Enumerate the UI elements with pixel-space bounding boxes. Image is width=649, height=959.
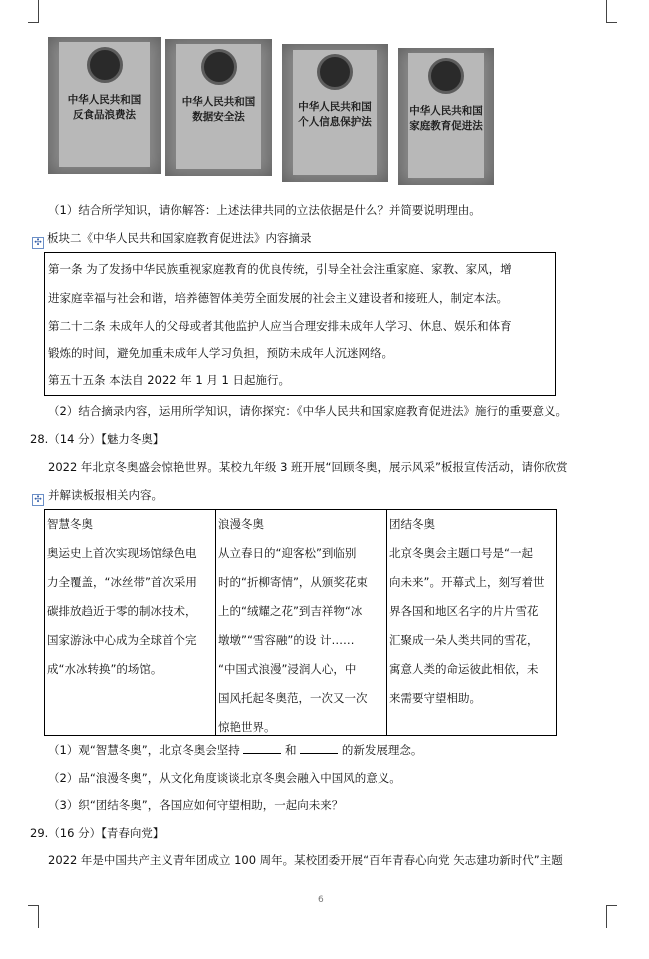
q28-sub1: （1）观“智慧冬奥”，北京冬奥会坚持 和 的新发展理念。 [48, 743, 423, 757]
crop-mark-top-right [606, 0, 617, 23]
crop-mark-top-left [28, 0, 39, 23]
cell-line: 从立春日的“迎客松”到临别 [218, 546, 357, 560]
table-cell-unity [389, 510, 554, 713]
law-book-photo [48, 37, 161, 174]
crop-mark-bottom-right [606, 905, 617, 928]
table-cell-romantic [218, 510, 384, 742]
cell-line: 碳排放趋近于零的制冰技术， [47, 604, 197, 618]
q29-intro: 2022 年是中国共产主义青年团成立 100 周年。某校团委开展“百年青春心向党 矢志建功新时代”主题 [48, 853, 563, 867]
column-heading: 智慧冬奥 [47, 517, 93, 531]
cell-line: 来需要守望相助。 [389, 691, 481, 705]
excerpt-line: 第二十二条 未成年人的父母或者其他监护人应当合理安排未成年人学习、休息、娱乐和体育 [48, 319, 512, 333]
cell-line: 国家游泳中心成为全球首个完 [47, 633, 197, 647]
cell-line: 汇聚成一朵人类共同的雪花， [389, 633, 539, 647]
q29-header: 29.（16 分）【青春向党】 [30, 826, 165, 840]
law-book-title: 中华人民共和国 家庭教育促进法 [409, 105, 483, 132]
cell-line: 界各国和地区名字的片片雪花 [389, 604, 539, 618]
law-book-photo [282, 44, 388, 182]
answer-blank[interactable] [300, 743, 338, 754]
law-book-photo [165, 39, 272, 176]
national-emblem-icon [201, 49, 237, 85]
q28-sub3: （3）织“团结冬奥”，各国应如何守望相助，一起向未来？ [48, 798, 344, 812]
cell-line: 向未来”。开幕式上，刻写着世 [389, 575, 545, 589]
table-move-icon[interactable]: ✣ [32, 237, 44, 249]
national-emblem-icon [317, 54, 353, 90]
cell-line: 上的“绒耀之花”到吉祥物“冰 [218, 604, 363, 618]
winter-olympics-board-table [44, 509, 557, 736]
q28-intro-line: 2022 年北京冬奥盛会惊艳世界。某校九年级 3 班开展“回顾冬奥，展示风采”板报宣传活动，请你欣赏 [48, 460, 568, 474]
cell-line: 奥运史上首次实现场馆绿色电 [47, 546, 197, 560]
cell-line: 成“水冰转换”的场馆。 [47, 662, 163, 676]
q28-sub2: （2）品“浪漫冬奥”，从文化角度谈谈北京冬奥会融入中国风的意义。 [48, 771, 401, 785]
law-excerpt-box [44, 252, 556, 396]
excerpt-line: 进家庭幸福与社会和谐，培养德智体美劳全面发展的社会主义建设者和接班人，制定本法。 [48, 291, 508, 305]
national-emblem-icon [87, 47, 123, 83]
law-book-title: 中华人民共和国 个人信息保护法 [298, 101, 372, 128]
crop-mark-bottom-left [28, 905, 39, 928]
excerpt-line: 锻炼的时间，避免加重未成年人学习负担，预防未成年人沉迷网络。 [48, 346, 393, 360]
q28-intro-line: 并解读板报相关内容。 [48, 488, 163, 502]
law-book-title: 中华人民共和国 数据安全法 [181, 96, 256, 123]
q28-header: 28.（14 分）【魅力冬奥】 [30, 432, 165, 446]
page-number: 6 [318, 895, 324, 905]
cell-line: 墩墩”“雪容融”的设 计…… [218, 633, 355, 647]
column-heading: 团结冬奥 [389, 517, 435, 531]
cell-line: 国风托起冬奥范，一次又一次 [218, 691, 368, 705]
column-heading: 浪漫冬奥 [218, 517, 264, 531]
answer-blank[interactable] [243, 743, 281, 754]
cell-line: “中国式浪漫”浸润人心，中 [218, 662, 357, 676]
excerpt-line: 第一条 为了发扬中华民族重视家庭教育的优良传统，引导全社会注重家庭、家教、家风，增 [48, 262, 512, 276]
table-cell-smart [47, 510, 213, 684]
table-move-icon[interactable]: ✣ [32, 494, 44, 506]
cell-line: 北京冬奥会主题口号是“一起 [389, 546, 533, 560]
law-book-photo [398, 48, 494, 185]
cell-line: 时的“折柳寄情”，从颁奖花束 [218, 575, 368, 589]
cell-line: 寓意人类的命运彼此相依，未 [389, 662, 539, 676]
cell-line: 力全覆盖，“冰丝带”首次采用 [47, 575, 197, 589]
excerpt-line: 第五十五条 本法自 2022 年 1 月 1 日起施行。 [48, 373, 290, 387]
q27-sub1: （1）结合所学知识，请你解答：上述法律共同的立法依据是什么？并简要说明理由。 [48, 203, 481, 217]
cell-line: 惊艳世界。 [218, 720, 276, 734]
q27-sub2: （2）结合摘录内容，运用所学知识，请你探究：《中华人民共和国家庭教育促进法》施行的重要意义。 [48, 404, 568, 418]
section2-title: 板块二《中华人民共和国家庭教育促进法》内容摘录 [47, 231, 312, 245]
national-emblem-icon [428, 58, 464, 94]
law-book-title: 中华人民共和国 反食品浪费法 [67, 94, 142, 121]
